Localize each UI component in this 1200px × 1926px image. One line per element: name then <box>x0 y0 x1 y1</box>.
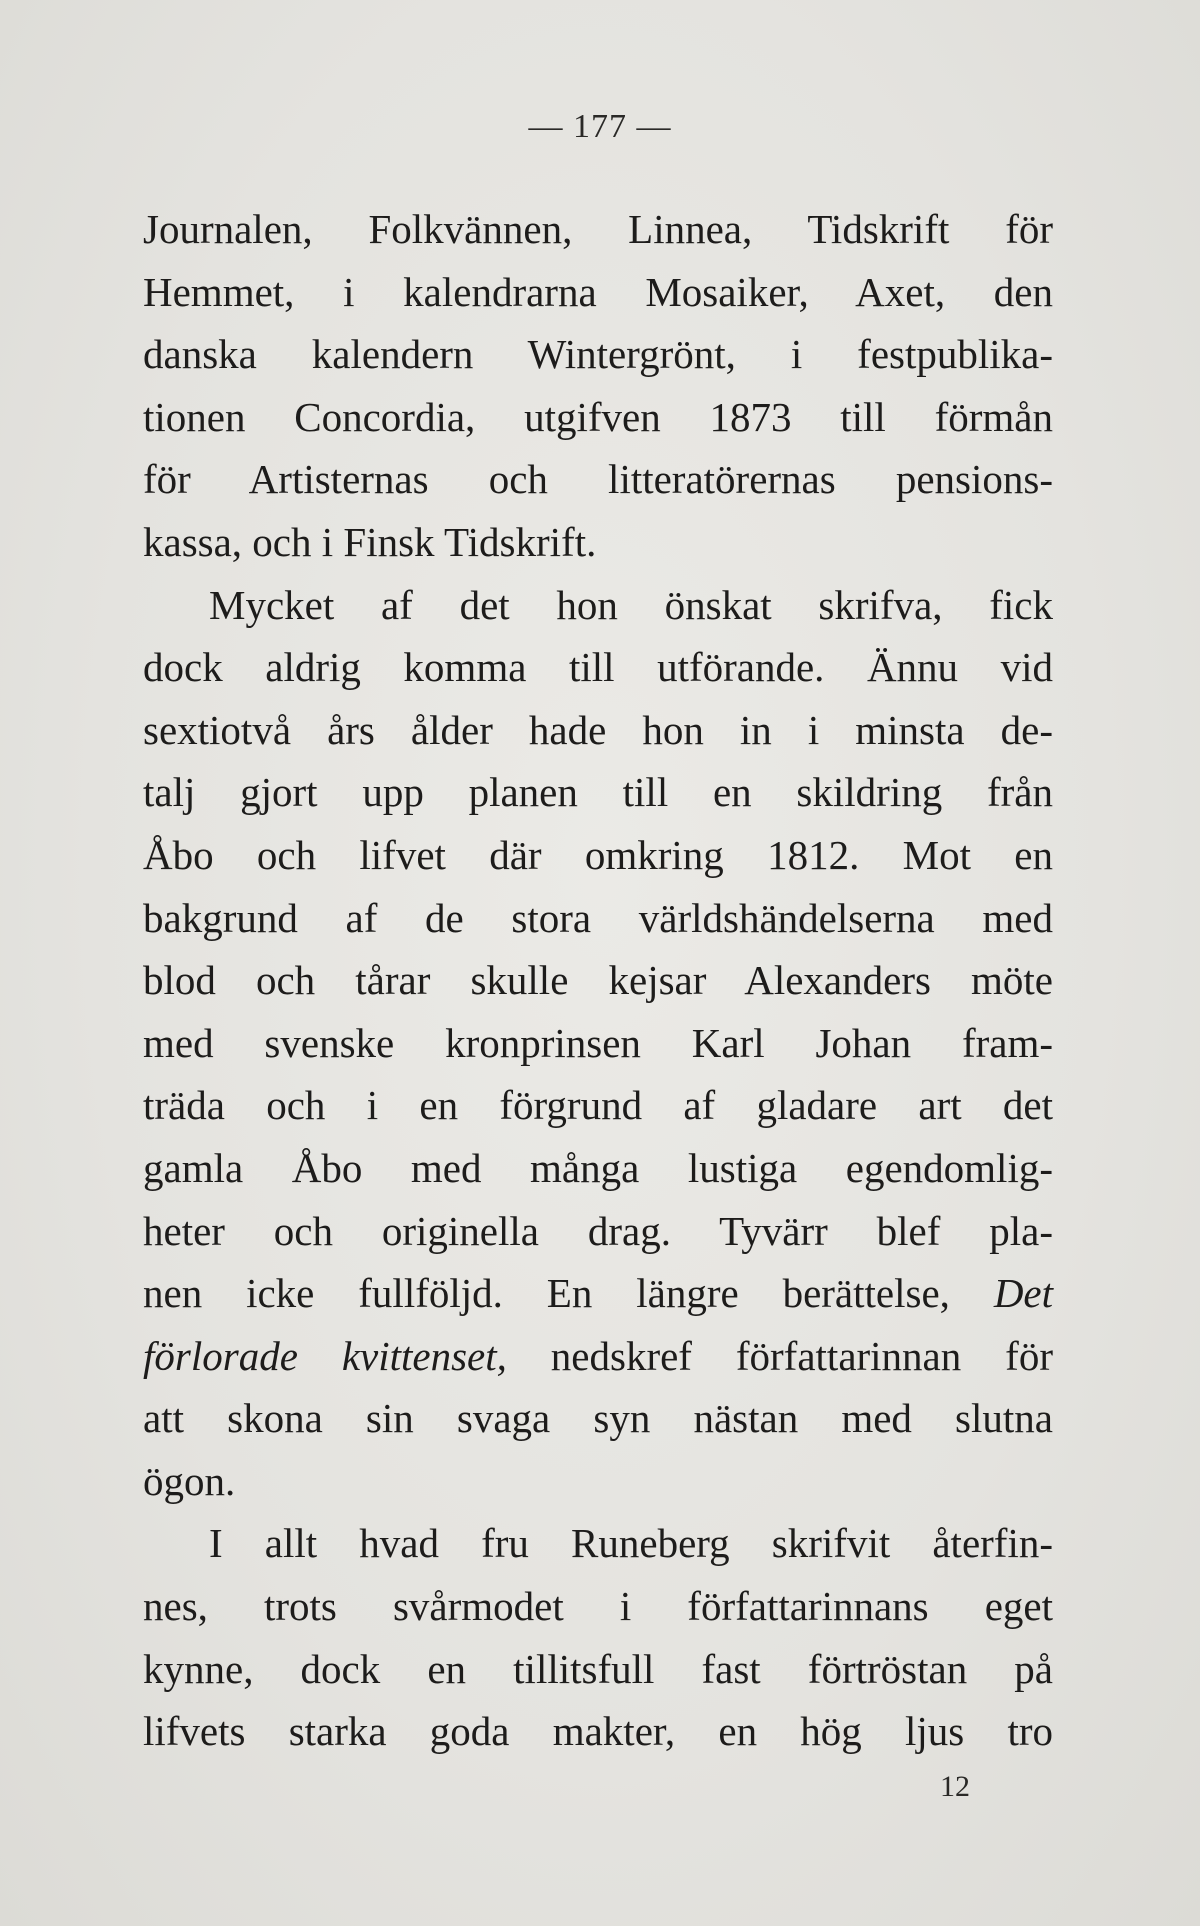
text-line: ögon. <box>143 1457 236 1504</box>
text-line: sextiotvå års ålder hade hon in i minsta de- <box>143 706 1053 753</box>
italic-title-start: Det <box>993 1270 1054 1317</box>
text-line: danska kalendern Wintergrönt, i festpublika- <box>143 331 1053 378</box>
text-line: Åbo och lifvet där omkring 1812. Mot en <box>143 831 1053 878</box>
text-line: för Artisternas och litteratörernas pensions- <box>143 456 1053 503</box>
text-line: Mycket af det hon önskat skrifva, fick <box>209 581 1053 628</box>
italic-title-end: förlorade kvittenset, <box>143 1332 507 1379</box>
text-line: kassa, och i Finsk Tidskrift. <box>143 518 597 565</box>
text-line: tionen Concordia, utgifven 1873 till förmån <box>143 393 1053 440</box>
text-line: kynne, dock en tillitsfull fast förtröstan på <box>143 1645 1053 1692</box>
text-fragment: nedskref författarinnan för <box>550 1332 1053 1379</box>
text-line: gamla Åbo med många lustiga egendomlig- <box>143 1144 1053 1191</box>
text-fragment: nen icke fullföljd. En längre berättelse, <box>143 1270 950 1317</box>
text-line: lifvets starka goda makter, en hög ljus tro <box>143 1708 1053 1755</box>
text-line-with-italic <box>143 1262 1053 1325</box>
text-line: med svenske kronprinsen Karl Johan fram- <box>143 1019 1053 1066</box>
body-text <box>143 198 1053 1763</box>
text-line: heter och originella drag. Tyvärr blef pla- <box>143 1207 1053 1254</box>
text-line: dock aldrig komma till utförande. Ännu vid <box>143 644 1053 691</box>
text-line-with-italic <box>143 1325 1053 1388</box>
text-line: blod och tårar skulle kejsar Alexanders möte <box>143 957 1053 1004</box>
text-line: att skona sin svaga syn nästan med slutna <box>143 1395 1053 1442</box>
text-line: Hemmet, i kalendrarna Mosaiker, Axet, den <box>143 268 1053 315</box>
text-line: Journalen, Folkvännen, Linnea, Tidskrift för <box>143 206 1053 252</box>
page-header: — 177 — <box>528 108 672 145</box>
signature-mark: 12 <box>940 1770 970 1803</box>
text-line: I allt hvad fru Runeberg skrifvit återfin- <box>209 1520 1053 1567</box>
text-line: talj gjort upp planen till en skildring från <box>143 769 1053 816</box>
text-line: nes, trots svårmodet i författarinnans eget <box>143 1583 1053 1630</box>
text-line: träda och i en förgrund af gladare art det <box>143 1082 1053 1129</box>
text-line: bakgrund af de stora världshändelserna med <box>143 894 1053 941</box>
